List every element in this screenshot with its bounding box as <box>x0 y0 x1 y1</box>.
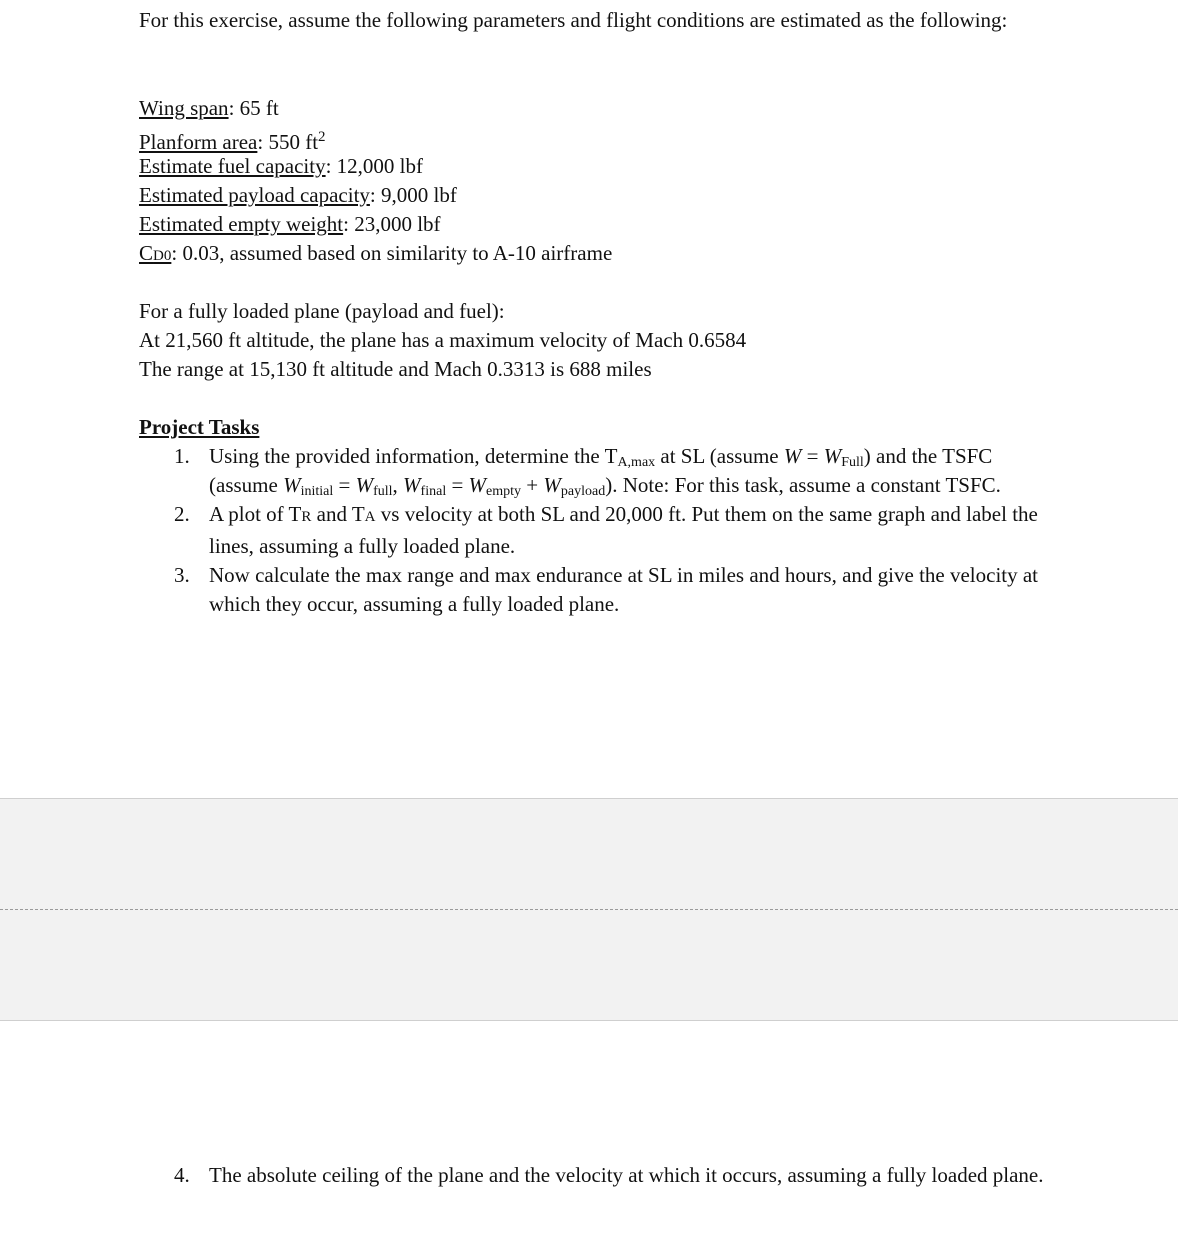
param-value: : 12,000 lbf <box>325 154 424 178</box>
param-value: : 65 ft <box>228 96 279 120</box>
weight-symbol: W <box>355 473 374 497</box>
subscript: A <box>364 509 376 525</box>
subscript: payload <box>560 484 606 499</box>
param-cd0 <box>139 239 1059 268</box>
subscript: full <box>373 484 393 499</box>
cd0-subscript: D0 <box>153 248 172 264</box>
subscript: empty <box>486 484 522 499</box>
task-text: at SL (assume <box>655 444 784 468</box>
param-unit-exponent: 2 <box>318 129 326 145</box>
subscript: final <box>420 484 447 499</box>
weight-symbol: W <box>783 444 802 468</box>
fully-loaded-section <box>139 297 1059 384</box>
task-text: Now calculate the max range and max endurance at SL in miles and hours, and give the velocity at which they occur, assuming a fully loaded plane. <box>209 563 1039 616</box>
param-label: Wing span <box>139 96 229 120</box>
param-value: : 23,000 lbf <box>343 212 441 236</box>
task-text: ) and the TSFC (assume <box>209 444 993 497</box>
subscript: R <box>301 509 312 525</box>
task-number: 2. <box>174 502 190 526</box>
weight-symbol: W <box>543 473 561 497</box>
param-payload-capacity <box>139 181 1059 210</box>
param-label: Estimate fuel capacity <box>139 154 326 178</box>
task-text: A plot of T <box>209 502 302 526</box>
page-break-dashed-line <box>0 909 1178 910</box>
range-line: The range at 15,130 ft altitude and Mach 0.3313 is 688 miles <box>139 357 652 381</box>
task-text: = <box>446 473 469 497</box>
weight-symbol: W <box>403 473 421 497</box>
param-label <box>139 241 171 265</box>
cd0-symbol: C <box>139 241 154 265</box>
task-item-2 <box>139 500 1059 561</box>
task-text: , <box>392 473 404 497</box>
param-wing-span <box>139 94 1059 123</box>
task-list <box>139 442 1059 619</box>
subscript: A,max <box>617 455 656 470</box>
task-number: 1. <box>174 444 190 468</box>
parameter-list <box>139 94 1059 268</box>
document-page <box>139 6 1059 619</box>
param-empty-weight <box>139 210 1059 239</box>
task-text: ). Note: For this task, assume a constant TSFC. <box>605 473 1001 497</box>
project-tasks-heading: Project Tasks <box>139 415 260 439</box>
param-value: : 0.03, assumed based on similarity to A-10 airframe <box>171 241 613 265</box>
task-number: 4. <box>174 1163 190 1187</box>
param-label: Estimated empty weight <box>139 212 344 236</box>
task-item-1 <box>139 442 1059 500</box>
weight-symbol: W <box>283 473 301 497</box>
task-list-continued <box>139 1161 1059 1190</box>
param-value: : 550 ft <box>257 130 319 154</box>
param-fuel-capacity <box>139 152 1059 181</box>
param-label: Planform area <box>139 130 258 154</box>
task-text: + <box>521 473 544 497</box>
task-text: and T <box>311 502 365 526</box>
intro-paragraph: For this exercise, assume the following parameters and flight conditions are estimated as the following: <box>139 8 1008 32</box>
task-text: = <box>801 444 824 468</box>
task-text: = <box>333 473 356 497</box>
task-text: The absolute ceiling of the plane and the velocity at which it occurs, assuming a fully loaded plane. <box>209 1163 1044 1187</box>
fully-loaded-heading: For a fully loaded plane (payload and fuel): <box>139 299 505 323</box>
task-text: Using the provided information, determine the T <box>209 444 618 468</box>
subscript: initial <box>300 484 334 499</box>
param-planform-area <box>139 123 1059 152</box>
param-value: : 9,000 lbf <box>369 183 457 207</box>
subscript: Full <box>841 455 864 470</box>
task-text: vs velocity at both SL and 20,000 ft. Put them on the same graph and label the lines, assuming a fully loaded plane. <box>209 502 1038 558</box>
weight-symbol: W <box>823 444 842 468</box>
max-velocity-line: At 21,560 ft altitude, the plane has a maximum velocity of Mach 0.6584 <box>139 328 747 352</box>
task-item-3 <box>139 561 1059 619</box>
weight-symbol: W <box>468 473 487 497</box>
task-number: 3. <box>174 563 190 587</box>
task-item-4 <box>139 1161 1059 1190</box>
param-label: Estimated payload capacity <box>139 183 370 207</box>
